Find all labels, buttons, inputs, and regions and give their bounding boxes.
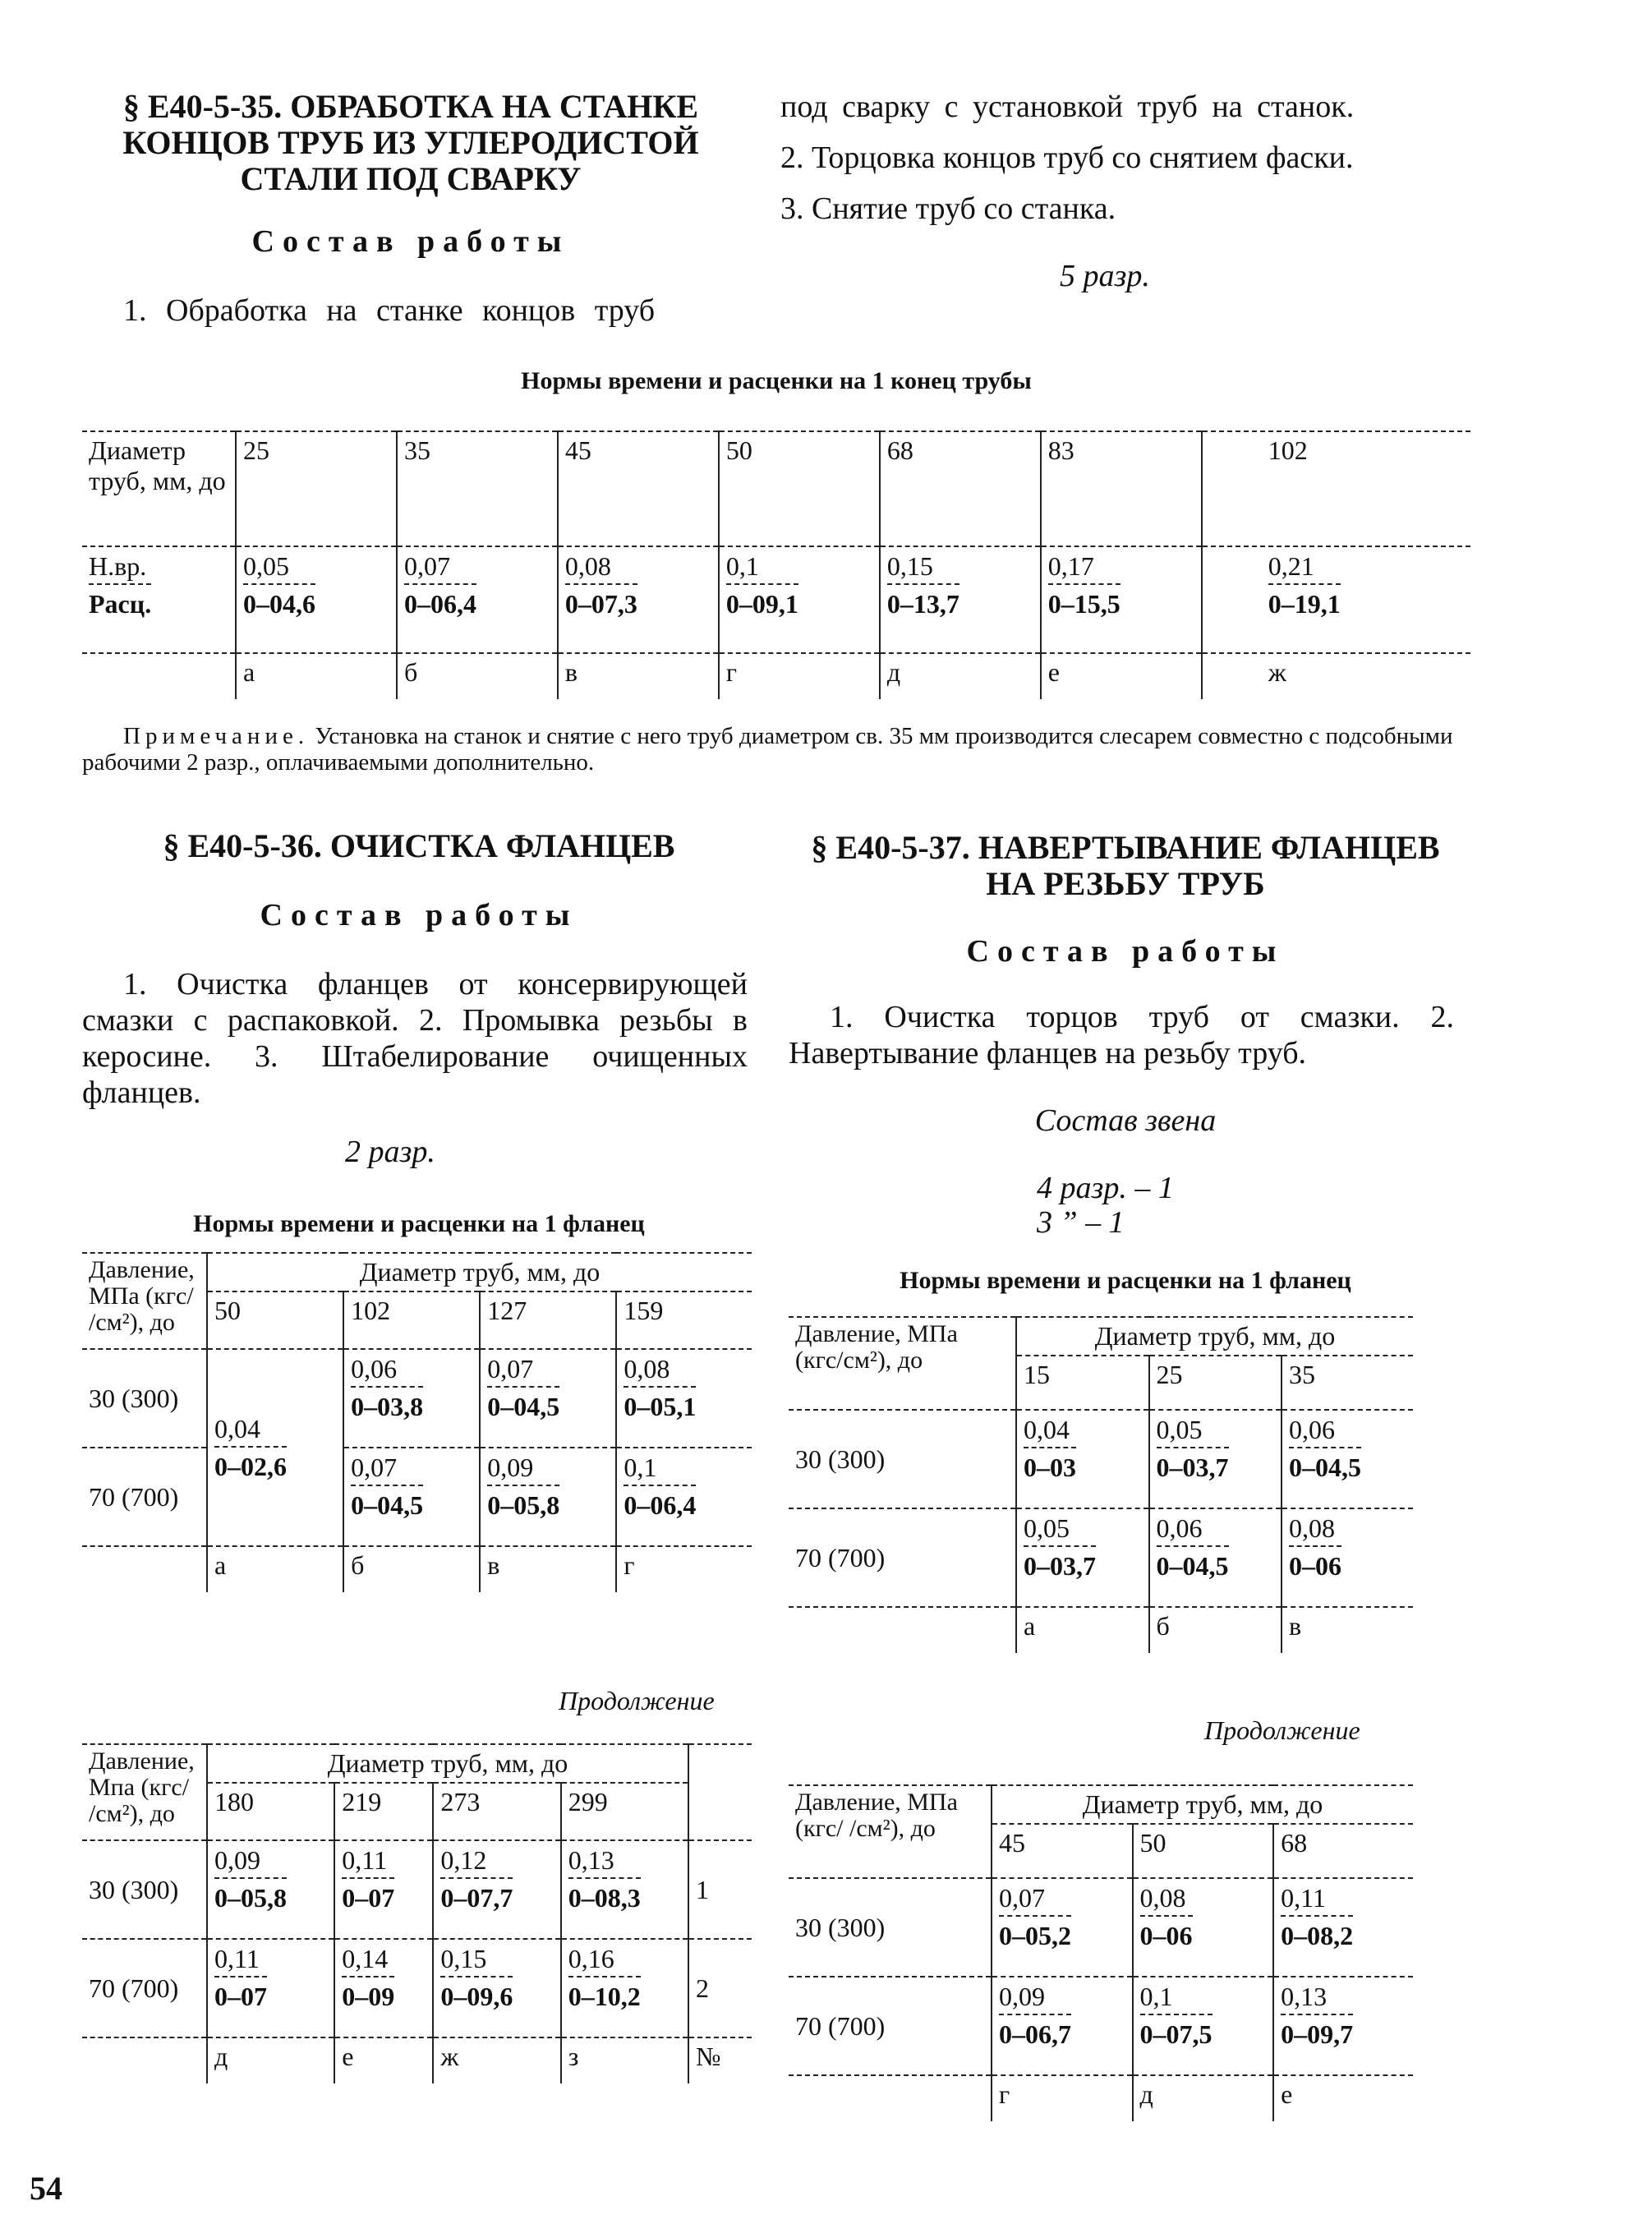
number-label: № xyxy=(688,2037,752,2083)
section-35-grade: 5 разр. xyxy=(1060,259,1150,293)
diameter-cell: 299 xyxy=(561,1783,688,1840)
column-letter: г xyxy=(992,2075,1133,2121)
norm-value: 0,07 xyxy=(487,1353,559,1388)
rate-value: 0–08,3 xyxy=(568,1883,641,1913)
diameter-cell: 35 xyxy=(1282,1356,1413,1410)
diameter-cell: 159 xyxy=(616,1291,752,1349)
rate-value: 0–05,8 xyxy=(487,1490,560,1520)
value-cell xyxy=(236,546,397,653)
pressure-30: 30 (300) xyxy=(795,1912,886,1942)
section-35-title: § Е40-5-35. ОБРАБОТКА НА СТАНКЕ КОНЦОВ ТРУБ ИЗ УГЛЕРОДИСТОЙ СТАЛИ ПОД СВАРКУ xyxy=(122,88,699,197)
rate-value: 0–09,1 xyxy=(725,589,798,619)
section-35-work-item-1: 1. Обработка на станке концов труб xyxy=(123,293,656,328)
rate-value: 0–09,6 xyxy=(440,1982,513,2011)
column-letter: г xyxy=(616,1546,752,1592)
norm-value: 0,21 xyxy=(1268,550,1341,585)
rate-value: 0–07,5 xyxy=(1139,2019,1213,2049)
norm-value: 0,06 xyxy=(351,1353,423,1388)
rate-value: 0–03,7 xyxy=(1156,1453,1229,1482)
section-36-work-description: 1. Очистка фланцев от консервирующей смазки с распаковкой. 2. Промывка резьбы в керосине. 3. Штабелирование очищенных фланцев. xyxy=(82,967,748,1110)
norm-value: 0,07 xyxy=(999,1882,1071,1917)
section-35-composition-heading: Состав работы xyxy=(251,224,570,259)
header-norm-rate xyxy=(82,546,236,653)
section-37-norms-table xyxy=(789,1316,1413,1653)
column-letter: г xyxy=(719,653,880,699)
section-36-grade: 2 разр. xyxy=(345,1135,435,1169)
pressure-30: 30 (300) xyxy=(89,1874,179,1904)
column-letter: б xyxy=(397,653,558,699)
value-cell xyxy=(1282,1410,1413,1508)
section-37-norms-table-continued xyxy=(789,1784,1413,2121)
rate-value: 0–02,6 xyxy=(214,1452,287,1481)
norm-value: 0,1 xyxy=(726,550,798,585)
rate-value: 0–13,7 xyxy=(886,589,959,619)
note-text: Установка на станок и снятие с него труб диаметром св. 35 мм производится слесарем совместно с подсобными рабочими 2 разр., оплачиваемыми дополнительно. xyxy=(82,723,1453,776)
header-diameter: Диаметр труб, мм, до xyxy=(89,435,226,495)
diameter-header: Диаметр труб, мм, до xyxy=(992,1785,1413,1824)
norm-value: 0,14 xyxy=(342,1943,394,1977)
value-cell xyxy=(561,1939,688,2037)
column-letter: з xyxy=(561,2037,688,2083)
column-letter: ж xyxy=(433,2037,560,2083)
section-36-table-caption: Нормы времени и расценки на 1 фланец xyxy=(193,1210,645,1237)
diameter-cell: 102 xyxy=(1202,431,1470,546)
page-number: 54 xyxy=(30,2170,62,2207)
rate-value: 0–06,4 xyxy=(403,589,476,619)
norm-value: 0,05 xyxy=(243,550,315,585)
rate-value: 0–03 xyxy=(1024,1453,1076,1482)
section-37-work-description: 1. Очистка торцов труб от смазки. 2. Навертывание фланцев на резьбу труб. xyxy=(789,1000,1454,1070)
column-letter: е xyxy=(1273,2075,1413,2121)
diameter-cell: 102 xyxy=(343,1291,480,1349)
value-cell xyxy=(616,1349,752,1448)
diameter-cell: 68 xyxy=(1273,1824,1413,1878)
rate-value: 0–05,1 xyxy=(624,1392,697,1421)
column-letter: в xyxy=(558,653,719,699)
column-letter: д xyxy=(207,2037,334,2083)
pressure-header: Давление, Мпа (кгс/ /см²), до xyxy=(89,1747,195,1827)
norm-value: 0,16 xyxy=(568,1943,641,1977)
norm-value: 0,07 xyxy=(404,550,476,585)
rate-value: 0–03,7 xyxy=(1024,1551,1096,1581)
diameter-cell: 180 xyxy=(207,1783,334,1840)
rate-value: 0–06 xyxy=(1289,1551,1341,1581)
value-cell xyxy=(1282,1508,1413,1607)
value-cell xyxy=(334,1939,433,2037)
diameter-cell: 15 xyxy=(1016,1356,1149,1410)
diameter-cell: 45 xyxy=(558,431,719,546)
pressure-header: Давление, МПа (кгс/см²), до xyxy=(795,1320,958,1374)
row-number: 1 xyxy=(688,1840,752,1939)
section-35-work-item-1-continued: под сварку с установкой труб на станок. xyxy=(780,90,1355,124)
norm-value: 0,08 xyxy=(565,550,637,585)
diameter-cell: 127 xyxy=(480,1291,616,1349)
pressure-30: 30 (300) xyxy=(89,1383,179,1413)
rate-value: 0–09 xyxy=(342,1982,395,2011)
rate-value: 0–09,7 xyxy=(1281,2019,1354,2049)
pressure-70: 70 (700) xyxy=(795,1542,886,1572)
diameter-cell: 219 xyxy=(334,1783,433,1840)
section-37-crew-grade-3: 3 ” – 1 xyxy=(1037,1205,1125,1240)
rate-value: 0–04,6 xyxy=(243,589,315,619)
diameter-cell: 273 xyxy=(433,1783,560,1840)
column-letter: в xyxy=(1282,1607,1413,1653)
value-cell xyxy=(480,1448,616,1546)
diameter-cell: 25 xyxy=(1149,1356,1282,1410)
column-letter: д xyxy=(880,653,1041,699)
value-cell xyxy=(1202,546,1470,653)
norm-value: 0,08 xyxy=(624,1353,696,1388)
diameter-cell: 50 xyxy=(207,1291,343,1349)
row-number: 2 xyxy=(688,1939,752,2037)
value-cell xyxy=(1016,1508,1149,1607)
pressure-70: 70 (700) xyxy=(89,1481,179,1512)
norm-value: 0,17 xyxy=(1048,550,1121,585)
rate-value: 0–05,2 xyxy=(999,1921,1071,1950)
column-letter: в xyxy=(480,1546,616,1592)
norm-value: 0,11 xyxy=(214,1943,267,1977)
rate-value: 0–07 xyxy=(342,1883,395,1913)
column-letter: д xyxy=(1133,2075,1274,2121)
section-36-norms-table xyxy=(82,1252,752,1592)
section-35-norms-table xyxy=(82,430,1470,699)
rate-value: 0–04,5 xyxy=(487,1392,560,1421)
rate-value: 0–05,8 xyxy=(214,1883,287,1913)
section-35-note xyxy=(82,723,1470,776)
value-cell xyxy=(480,1349,616,1448)
rate-label: Расц. xyxy=(89,589,152,619)
section-37-crew-grade-4: 4 разр. – 1 xyxy=(1037,1171,1174,1205)
value-cell xyxy=(1016,1410,1149,1508)
section-37-continuation-label: Продолжение xyxy=(1204,1715,1360,1745)
norm-value: 0,13 xyxy=(568,1844,641,1879)
value-cell xyxy=(433,1840,560,1939)
merged-value-cell xyxy=(207,1349,343,1546)
section-36-composition-heading: Состав работы xyxy=(260,898,578,932)
norm-value: 0,06 xyxy=(1157,1512,1229,1547)
diameter-header: Диаметр труб, мм, до xyxy=(207,1253,752,1291)
value-cell xyxy=(1133,1977,1274,2075)
norm-value: 0,11 xyxy=(342,1844,394,1879)
pressure-header: Давление, МПа (кгс/ /см²), до xyxy=(795,1789,958,1842)
value-cell xyxy=(880,546,1041,653)
norm-value: 0,06 xyxy=(1289,1414,1361,1448)
norm-value: 0,15 xyxy=(887,550,959,585)
column-letter: е xyxy=(1041,653,1202,699)
diameter-header: Диаметр труб, мм, до xyxy=(207,1744,688,1783)
norm-value: 0,05 xyxy=(1024,1512,1096,1547)
section-35-work-item-3: 3. Снятие труб со станка. xyxy=(780,191,1116,226)
value-cell xyxy=(719,546,880,653)
rate-value: 0–15,5 xyxy=(1047,589,1121,619)
norm-value: 0,09 xyxy=(214,1844,287,1879)
norm-value: 0,15 xyxy=(440,1943,513,1977)
norm-value: 0,04 xyxy=(214,1413,287,1448)
norm-value: 0,1 xyxy=(624,1452,696,1486)
column-letter: е xyxy=(334,2037,433,2083)
section-36-norms-table-continued xyxy=(82,1743,752,2083)
diameter-cell: 45 xyxy=(992,1824,1133,1878)
norm-value: 0,09 xyxy=(999,1981,1071,2015)
value-cell xyxy=(1149,1508,1282,1607)
norm-value: 0,12 xyxy=(440,1844,513,1879)
section-37-table-caption: Нормы времени и расценки на 1 фланец xyxy=(900,1267,1351,1294)
value-cell xyxy=(1041,546,1202,653)
value-cell xyxy=(558,546,719,653)
norm-value: 0,13 xyxy=(1281,1981,1353,2015)
norm-value: 0,1 xyxy=(1140,1981,1213,2015)
rate-value: 0–07 xyxy=(214,1982,267,2011)
rate-value: 0–04,5 xyxy=(1156,1551,1229,1581)
rate-value: 0–06 xyxy=(1139,1921,1193,1950)
section-36-title: § Е40-5-36. ОЧИСТКА ФЛАНЦЕВ xyxy=(163,827,675,864)
rate-value: 0–03,8 xyxy=(351,1392,424,1421)
column-letter: а xyxy=(1016,1607,1149,1653)
pressure-70: 70 (700) xyxy=(795,2010,886,2041)
diameter-cell: 50 xyxy=(1133,1824,1274,1878)
note-label: Примечание. xyxy=(123,723,310,749)
pressure-30: 30 (300) xyxy=(795,1443,886,1474)
rate-value: 0–04,5 xyxy=(1289,1453,1361,1482)
column-letter: б xyxy=(343,1546,480,1592)
column-letter: ж xyxy=(1202,653,1470,699)
section-37-composition-heading: Состав работы xyxy=(966,934,1285,969)
section-35-table-caption: Нормы времени и расценки на 1 конец трубы xyxy=(521,367,1032,394)
value-cell xyxy=(561,1840,688,1939)
norm-value: 0,11 xyxy=(1281,1882,1353,1917)
diameter-cell: 83 xyxy=(1041,431,1202,546)
rate-value: 0–19,1 xyxy=(1268,589,1341,619)
value-cell xyxy=(207,1939,334,2037)
value-cell xyxy=(1149,1410,1282,1508)
rate-value: 0–04,5 xyxy=(351,1490,424,1520)
column-letter: б xyxy=(1149,1607,1282,1653)
section-36-continuation-label: Продолжение xyxy=(559,1686,715,1715)
diameter-cell: 25 xyxy=(236,431,397,546)
value-cell xyxy=(397,546,558,653)
norm-value: 0,05 xyxy=(1157,1414,1229,1448)
value-cell xyxy=(343,1349,480,1448)
value-cell xyxy=(334,1840,433,1939)
rate-value: 0–10,2 xyxy=(568,1982,641,2011)
norm-value: 0,08 xyxy=(1140,1882,1193,1917)
column-letter: а xyxy=(236,653,397,699)
rate-value: 0–07,3 xyxy=(564,589,637,619)
rate-value: 0–08,2 xyxy=(1281,1921,1354,1950)
value-cell xyxy=(1273,1977,1413,2075)
section-35-work-item-2: 2. Торцовка концов труб со снятием фаски. xyxy=(780,140,1354,175)
section-37-title: § Е40-5-37. НАВЕРТЫВАНИЕ ФЛАНЦЕВ НА РЕЗЬБУ ТРУБ xyxy=(811,829,1440,902)
value-cell xyxy=(1133,1878,1274,1977)
norm-value: 0,09 xyxy=(487,1452,559,1486)
diameter-cell: 68 xyxy=(880,431,1041,546)
norm-label: Н.вр. xyxy=(89,550,151,585)
diameter-cell: 50 xyxy=(719,431,880,546)
rate-value: 0–06,7 xyxy=(999,2019,1071,2049)
pressure-header: Давление, МПа (кгс/ /см²), до xyxy=(89,1256,195,1336)
value-cell xyxy=(616,1448,752,1546)
norm-value: 0,04 xyxy=(1024,1414,1076,1448)
value-cell xyxy=(1273,1878,1413,1977)
norm-value: 0,08 xyxy=(1289,1512,1341,1547)
value-cell xyxy=(433,1939,560,2037)
column-letter: а xyxy=(207,1546,343,1592)
pressure-70: 70 (700) xyxy=(89,1973,179,2003)
section-37-crew-heading: Состав звена xyxy=(1034,1103,1217,1138)
rate-value: 0–07,7 xyxy=(440,1883,513,1913)
value-cell xyxy=(343,1448,480,1546)
value-cell xyxy=(992,1977,1133,2075)
value-cell xyxy=(207,1840,334,1939)
diameter-header: Диаметр труб, мм, до xyxy=(1016,1317,1413,1356)
value-cell xyxy=(992,1878,1133,1977)
rate-value: 0–06,4 xyxy=(624,1490,697,1520)
norm-value: 0,07 xyxy=(351,1452,423,1486)
diameter-cell: 35 xyxy=(397,431,558,546)
